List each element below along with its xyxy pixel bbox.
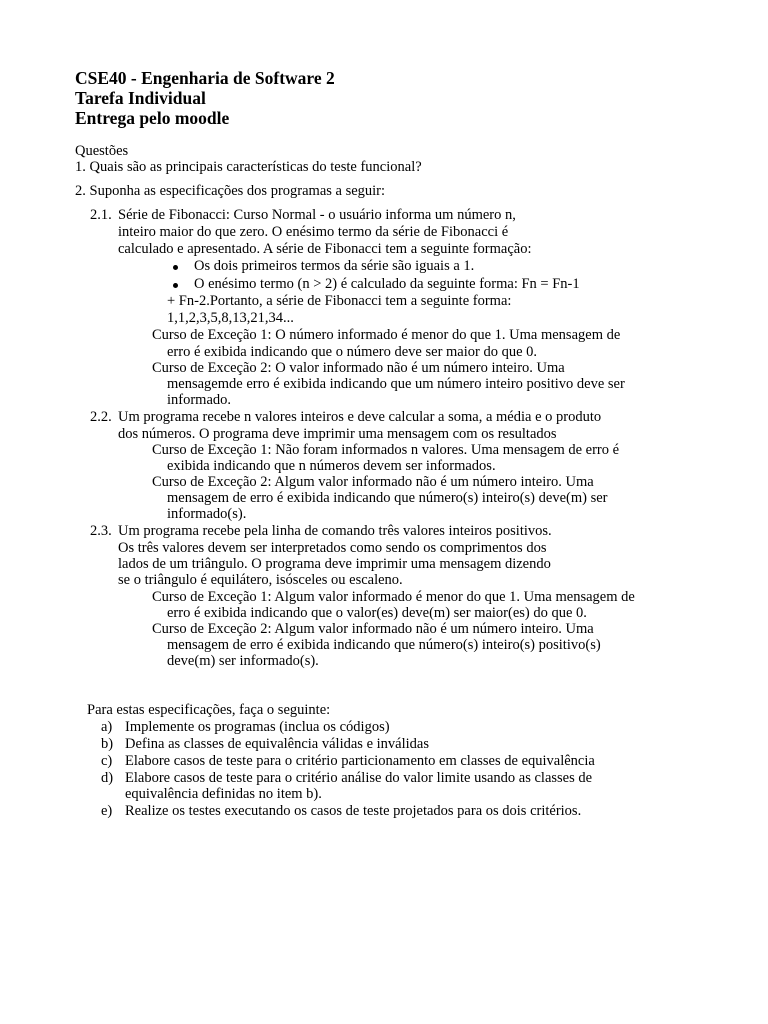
section-2-3-exception-2-cont: deve(m) ser informado(s).	[167, 653, 319, 669]
course-title: CSE40 - Engenharia de Software 2	[75, 68, 335, 88]
bullet-icon	[173, 265, 178, 270]
task-letter: a)	[101, 719, 113, 735]
task-letter: c)	[101, 753, 113, 769]
section-2-3-number: 2.3.	[90, 523, 112, 539]
section-2-1-bullet-2: O enésimo termo (n > 2) é calculado da seguinte forma: Fn = Fn-1	[194, 276, 580, 292]
section-2-2-line: dos números. O programa deve imprimir uma mensagem com os resultados	[118, 426, 557, 442]
question-2: 2. Suponha as especificações dos programas a seguir:	[75, 183, 386, 199]
assignment-type: Tarefa Individual	[75, 88, 206, 108]
section-2-2-exception-1-cont: exibida indicando que n números devem ser informados.	[167, 458, 496, 474]
task-item-cont: equivalência definidas no item b).	[125, 786, 322, 802]
questions-label: Questões	[75, 143, 129, 159]
section-2-1-number: 2.1.	[90, 207, 112, 223]
section-2-1-exception-1-cont: erro é exibida indicando que o número deve ser maior do que 0.	[167, 344, 538, 360]
section-2-2-exception-2: Curso de Exceção 2: Algum valor informado não é um número inteiro. Uma	[152, 474, 594, 490]
task-item: Defina as classes de equivalência válidas e inválidas	[125, 736, 429, 752]
task-letter: b)	[101, 736, 114, 752]
section-2-3-exception-2-cont: mensagem de erro é exibida indicando que número(s) inteiro(s) positivo(s)	[167, 637, 601, 653]
section-2-3-line: Os três valores devem ser interpretados como sendo os comprimentos dos	[118, 540, 547, 556]
section-2-1-sequence: 1,1,2,3,5,8,13,21,34...	[167, 310, 294, 326]
task-item: Implemente os programas (inclua os códigos)	[125, 719, 390, 735]
section-2-2-exception-2-cont: mensagem de erro é exibida indicando que número(s) inteiro(s) deve(m) ser	[167, 490, 608, 506]
section-2-1-line: inteiro maior do que zero. O enésimo termo da série de Fibonacci é	[118, 224, 509, 240]
tasks-intro: Para estas especificações, faça o seguinte:	[87, 702, 331, 718]
question-1: 1. Quais são as principais características do teste funcional?	[75, 159, 422, 175]
section-2-3-exception-1: Curso de Exceção 1: Algum valor informado é menor do que 1. Uma mensagem de	[152, 589, 635, 605]
section-2-2-exception-2-cont: informado(s).	[167, 506, 247, 522]
section-2-2-exception-1: Curso de Exceção 1: Não foram informados n valores. Uma mensagem de erro é	[152, 442, 620, 458]
section-2-1-exception-2: Curso de Exceção 2: O valor informado não é um número inteiro. Uma	[152, 360, 565, 376]
section-2-3-exception-1-cont: erro é exibida indicando que o valor(es) deve(m) ser maior(es) do que 0.	[167, 605, 587, 621]
section-2-2-number: 2.2.	[90, 409, 112, 425]
delivery-info: Entrega pelo moodle	[75, 108, 230, 128]
section-2-3-line: se o triângulo é equilátero, isósceles ou escaleno.	[118, 572, 403, 588]
section-2-1-bullet-1: Os dois primeiros termos da série são iguais a 1.	[194, 258, 475, 274]
task-item: Realize os testes executando os casos de teste projetados para os dois critérios.	[125, 803, 582, 819]
task-item: Elabore casos de teste para o critério particionamento em classes de equivalência	[125, 753, 595, 769]
section-2-1-exception-1: Curso de Exceção 1: O número informado é menor do que 1. Uma mensagem de	[152, 327, 621, 343]
task-letter: d)	[101, 770, 114, 786]
task-letter: e)	[101, 803, 113, 819]
section-2-1-exception-2-cont: informado.	[167, 392, 232, 408]
section-2-2-line: Um programa recebe n valores inteiros e deve calcular a soma, a média e o produto	[118, 409, 602, 425]
section-2-3-line: Um programa recebe pela linha de comando três valores inteiros positivos.	[118, 523, 552, 539]
section-2-3-exception-2: Curso de Exceção 2: Algum valor informado não é um número inteiro. Uma	[152, 621, 594, 637]
section-2-1-line: calculado e apresentado. A série de Fibonacci tem a seguinte formação:	[118, 241, 532, 257]
section-2-1-bullet-2-cont: + Fn-2.Portanto, a série de Fibonacci tem a seguinte forma:	[167, 293, 512, 309]
task-item: Elabore casos de teste para o critério análise do valor limite usando as classes de	[125, 770, 593, 786]
section-2-1-exception-2-cont: mensagemde erro é exibida indicando que um número inteiro positivo deve ser	[167, 376, 625, 392]
bullet-icon	[173, 283, 178, 288]
section-2-1-line: Série de Fibonacci: Curso Normal - o usuário informa um número n,	[118, 207, 516, 223]
section-2-3-line: lados de um triângulo. O programa deve imprimir uma mensagem dizendo	[118, 556, 551, 572]
